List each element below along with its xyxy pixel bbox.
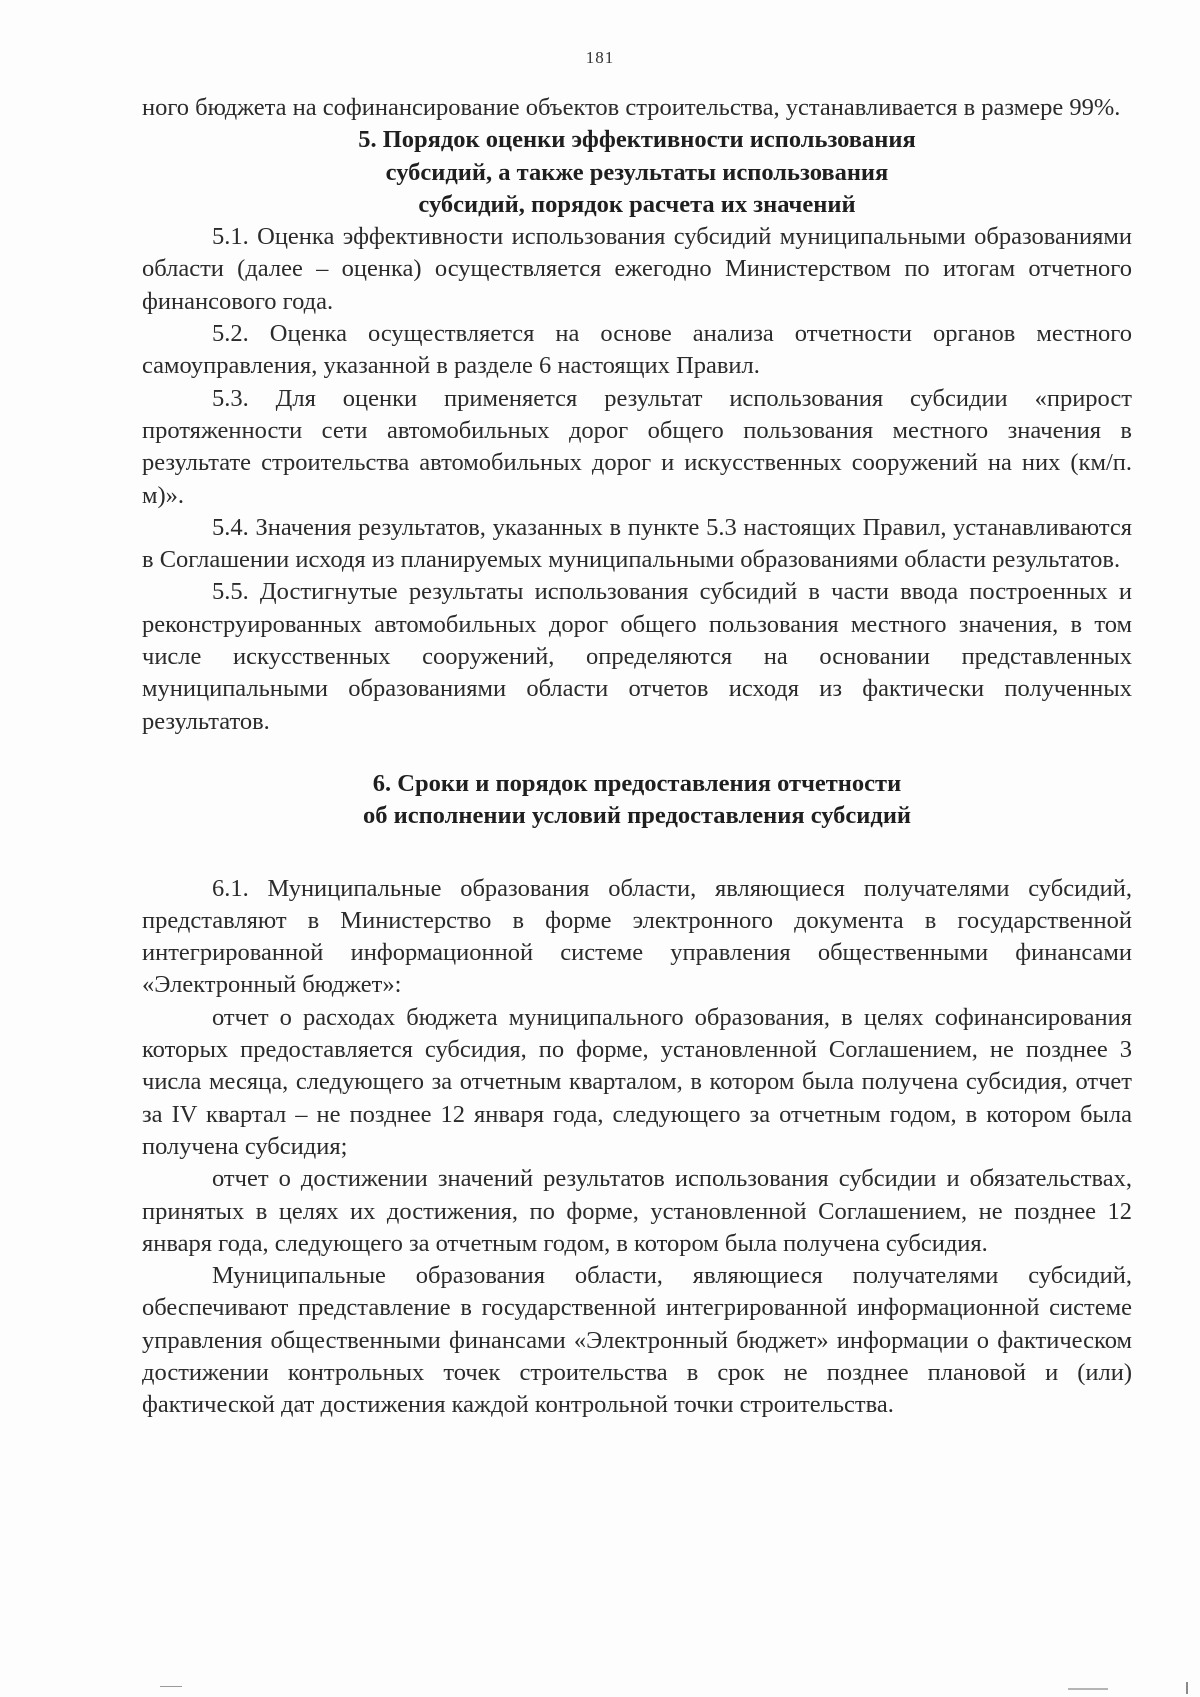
section-5-heading-line: 5. Порядок оценки эффективности использования (358, 126, 916, 154)
paragraph-6-control-points: Муниципальные образования области, являющиеся получателями субсидий, обеспечивают представление в государственной интегрированной информационной системе управления общественными финансами «Электронный бюджет» информации о фактическом достижении контрольных точек строительства в срок не позднее плановой и (или) фактической дат достижения каждой контрольной точки строительства. (142, 1262, 1132, 1419)
spacer (142, 833, 1132, 873)
section-6-body (142, 873, 1132, 1422)
paragraph-6-1-report-expenses: отчет о расходах бюджета муниципального образования, в целях софинансирования которых предоставляется субсидия, по форме, установленной Соглашением, не позднее 3 числа месяца, следующего за отчетным кварталом, в котором была получена субсидия, отчет за IV квартал – не позднее 12 января года, следующего за отчетным годом, в котором была получена субсидия; (142, 1003, 1132, 1160)
paragraph-5-3: 5.3. Для оценки применяется результат использования субсидии «прирост протяженности сети автомобильных дорог общего пользования местного значения в результате строительства автомобильных дорог и искусственных сооружений на них (км/п. м)». (142, 384, 1132, 509)
section-6-heading-line: об исполнении условий предоставления субсидий (362, 802, 912, 830)
scan-artifact (1068, 1688, 1108, 1690)
document-body (142, 92, 1132, 1422)
scan-artifact (1186, 1682, 1188, 1694)
section-6-heading-line: 6. Сроки и порядок предоставления отчетности (372, 769, 902, 797)
section-5-heading-line: субсидий, порядок расчета их значений (418, 190, 856, 218)
paragraph-5-5: 5.5. Достигнутые результаты использования субсидий в части ввода построенных и реконструированных автомобильных дорог общего пользования местного значения, в том числе искусственных сооружений, определяются на основании представленных муниципальными образованиями области отчетов исходя из фактически полученных результатов. (142, 578, 1132, 735)
section-6-heading (142, 768, 1132, 833)
spacer (142, 738, 1132, 768)
paragraph-5-4: 5.4. Значения результатов, указанных в пункте 5.3 настоящих Правил, устанавливаются в Соглашении исходя из планируемых муниципальными образованиями области результатов. (142, 513, 1132, 574)
intro-continuation-paragraph: ного бюджета на софинансирование объектов строительства, устанавливается в размере 99%. (142, 94, 1121, 121)
paragraph-5-2: 5.2. Оценка осуществляется на основе анализа отчетности органов местного самоуправления, указанной в разделе 6 настоящих Правил. (142, 320, 1132, 380)
scan-artifact (160, 1686, 182, 1687)
section-5-heading (142, 124, 1132, 221)
section-5-body (142, 221, 1132, 738)
paragraph-6-1: 6.1. Муниципальные образования области, являющиеся получателями субсидий, представляют в Министерство в форме электронного документа в государственной интегрированной информационной системе управления общественными финансами «Электронный бюджет»: (142, 874, 1132, 999)
paragraph-6-1-report-results: отчет о достижении значений результатов использования субсидии и обязательствах, принятых в целях их достижения, по форме, установленной Соглашением, не позднее 12 января года, следующего за отчетным годом, в котором была получена субсидия. (142, 1165, 1132, 1257)
paragraph-5-1: 5.1. Оценка эффективности использования субсидий муниципальными образованиями области (далее – оценка) осуществляется ежегодно Министерством по итогам отчетного финансового года. (142, 223, 1132, 315)
page-number: 181 (585, 48, 615, 67)
section-5-heading-line: субсидий, а также результаты использования (385, 158, 889, 186)
